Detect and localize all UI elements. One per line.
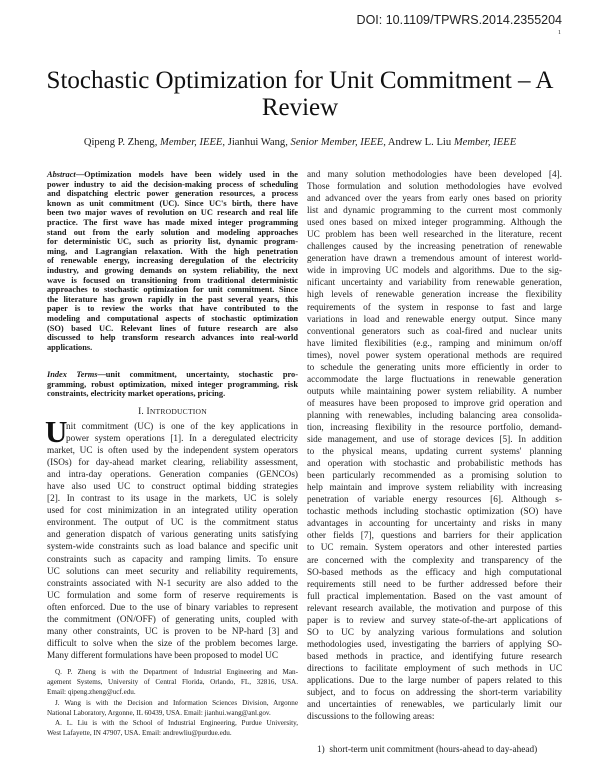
- author-role: Senior Member, IEEE: [290, 137, 384, 148]
- text-line: [47, 445, 298, 457]
- line-text: power industry to aid the decision-making process of scheduling: [47, 179, 298, 189]
- line-text: paper is to review and survey state-of-the-art applications of: [307, 615, 562, 626]
- text-line: [307, 289, 562, 301]
- line-text: to schedule the generating units more efficiently in order to: [307, 362, 562, 373]
- text-line: [47, 493, 298, 505]
- line-text: difficult to solve when the size of the problem becomes large.: [47, 638, 298, 649]
- line-text: market, UC is often used by the independent system operators: [47, 446, 298, 457]
- text-line: [307, 579, 562, 591]
- line-text: penetration of variable energy resources [6]. Although s-: [307, 495, 562, 506]
- title-line: Review: [261, 94, 339, 121]
- author-name: Qipeng P. Zheng,: [83, 137, 161, 148]
- text-line: [47, 505, 298, 517]
- line-text: Q. P. Zheng is with the Department of Industrial Engineering and Man-: [55, 668, 298, 676]
- text-line: [307, 386, 562, 398]
- line-text: practice. The first wave has made mixed integer programming: [47, 217, 298, 227]
- section-number: I.: [138, 407, 147, 417]
- text-line: [307, 687, 562, 699]
- line-text: the commitment (ON/OFF) of generating units, coupled with: [47, 614, 298, 625]
- text-line: [47, 667, 298, 677]
- line-text: UC solutions can meet security and reliability requirements,: [47, 566, 298, 577]
- line-text: subject, and to focus on addressing the short-term variability: [307, 688, 562, 699]
- text-line: [307, 193, 562, 205]
- text-line: [47, 590, 298, 602]
- text-line: [47, 433, 298, 445]
- list-text: short-term unit commitment (hours-ahead to day-ahead): [329, 745, 538, 755]
- line-text: applications. Due to the large number of papers related to this: [307, 675, 562, 686]
- text-line: [307, 338, 562, 350]
- line-text: and uncertainties of renewables, we particularly limit our: [307, 700, 562, 711]
- text-line: [47, 614, 298, 626]
- text-line: [47, 566, 298, 578]
- line-text: help maintain and improve system reliability with increasing: [307, 483, 562, 494]
- line-text: and operation with stochastic and probabilistic methods has: [307, 459, 562, 470]
- line-text: stand out from the early solution and modeling approaches: [47, 227, 298, 237]
- text-line: [47, 247, 298, 257]
- line-text: of measures have been proposed to improve grid operation and: [307, 398, 562, 409]
- text-line: [47, 199, 298, 209]
- line-text: industry, and growing demands on system reliability, the next: [47, 265, 298, 275]
- text-line: [307, 675, 562, 687]
- text-line: [47, 529, 298, 541]
- text-line: [47, 256, 298, 266]
- text-line: [307, 241, 562, 253]
- text-line: [47, 457, 298, 469]
- line-text: high levels of renewable generation increase the flexibility: [307, 290, 562, 301]
- text-line: [307, 205, 562, 217]
- text-line: [47, 208, 298, 218]
- line-text: advantages in accounting for uncertainty and risks in many: [307, 519, 562, 530]
- text-line: [47, 380, 298, 390]
- line-text: power system operations [1]. In a deregulated electricity: [66, 434, 298, 445]
- line-text: outputs while maintaining power system reliability. A number: [307, 386, 562, 397]
- line-text: for deterministic UC, such as priority list, dynamic program-: [47, 237, 298, 247]
- text-line: [307, 169, 562, 181]
- author-footnotes: [47, 667, 298, 738]
- text-line: [307, 350, 562, 362]
- text-line: [47, 469, 298, 481]
- text-line: [307, 482, 562, 494]
- text-line: [307, 651, 562, 663]
- text-line: [307, 542, 562, 554]
- abstract: [47, 170, 298, 352]
- line-text: Those formulation and solution methodologies have evolved: [307, 182, 562, 193]
- line-text: other fields [7], questions and barriers for their application: [307, 531, 562, 542]
- text-line: [307, 530, 562, 542]
- text-line: [47, 421, 298, 433]
- line-text: tion, increasing flexibility in the resource portfolio, demand-: [307, 422, 562, 433]
- line-text: generation have drawn a tremendous amount of interest world-: [307, 254, 562, 265]
- line-text: SO to UC by analyzing various formulations and solution: [307, 627, 562, 638]
- text-line: [307, 603, 562, 615]
- line-text: planning with renewables, including balancing area consolida-: [307, 410, 562, 421]
- line-text: [2]. In contrast to its usage in the markets, UC is solely: [47, 494, 298, 505]
- introduction-body: [45, 414, 298, 662]
- text-line: [47, 343, 298, 353]
- line-text: National Laboratory, Argonne, IL 60439, USA. Email: jianhui.wang@anl.gov.: [47, 708, 271, 717]
- text-line: [47, 180, 298, 190]
- text-line: [47, 370, 298, 380]
- paper-title: [0, 67, 600, 121]
- text-line: [47, 687, 298, 697]
- text-line: [307, 302, 562, 314]
- text-line: [307, 711, 562, 723]
- line-text: list and dynamic programming to the current most commonly: [307, 206, 562, 217]
- text-line: [307, 470, 562, 482]
- line-text: —Optimization models have been widely used in the: [75, 170, 298, 179]
- index-terms: [47, 370, 298, 399]
- author-name: , Andrew L. Liu: [383, 137, 454, 148]
- line-text: discussed to help transform research advances into real-world: [47, 333, 298, 343]
- text-line: [47, 626, 298, 638]
- text-line: [47, 517, 298, 529]
- line-text: side management, and use of storage devices [5]. In addition: [307, 435, 562, 446]
- line-text: (SO) based UC. Relevant lines of future research are also: [47, 323, 298, 333]
- line-text: challenges caused by the increasing penetration of renewable: [307, 242, 562, 253]
- text-line: [307, 458, 562, 470]
- list-marker: 1): [317, 745, 325, 755]
- text-line: [47, 554, 298, 566]
- section-title-rest: NTRODUCTION: [149, 407, 207, 416]
- line-text: applications.: [47, 342, 93, 352]
- text-line: [307, 326, 562, 338]
- text-line: [47, 650, 298, 662]
- text-line: [47, 295, 298, 305]
- line-text: full practical implementation. Based on the vast amount of: [307, 591, 562, 602]
- text-line: [47, 389, 298, 399]
- block-label: Abstract: [47, 170, 76, 179]
- line-text: requirements of the system in response to fast and large: [307, 302, 562, 313]
- line-text: relevant research available, the motivation and purpose of this: [307, 603, 562, 614]
- text-line: [47, 638, 298, 650]
- line-text: accommodate the large fluctuations in renewable generation: [307, 374, 562, 385]
- text-line: [307, 663, 562, 675]
- text-line: [307, 362, 562, 374]
- text-line: [307, 253, 562, 265]
- text-line: [47, 266, 298, 276]
- line-text: conventional generators such as coal-fired and nuclear units: [307, 326, 562, 337]
- text-line: [307, 314, 562, 326]
- text-line: [47, 237, 298, 247]
- author-role: Member, IEEE: [453, 137, 517, 148]
- line-text: constraints associated with N-1 security are also added to the: [47, 578, 298, 589]
- text-line: [307, 639, 562, 651]
- text-line: [307, 410, 562, 422]
- text-line: [307, 374, 562, 386]
- text-line: [307, 591, 562, 603]
- text-line: [307, 567, 562, 579]
- text-line: [47, 314, 298, 324]
- text-line: [47, 602, 298, 614]
- line-text: based methods in practice, and identifying future research: [307, 651, 562, 662]
- text-line: [307, 494, 562, 506]
- line-text: often enforced. Due to the use of binary variables to represent: [47, 602, 298, 613]
- line-text: nificant uncertainty and variability from renewable generation,: [307, 278, 562, 289]
- text-line: [307, 398, 562, 410]
- line-text: gramming, robust optimization, mixed integer programming, risk: [47, 379, 298, 389]
- text-line: [307, 422, 562, 434]
- line-text: used ones based on mixed integer programming. Although the: [307, 218, 562, 229]
- text-line: [307, 265, 562, 277]
- text-line: [307, 555, 562, 567]
- line-text: and dispatching electric power generation resources, a process: [47, 189, 298, 199]
- text-line: [47, 333, 298, 343]
- drop-cap: U: [45, 414, 68, 449]
- line-text: directions to facilitate employment of such methods in UC: [307, 663, 562, 674]
- line-text: and intra-day operations. Generation companies (GENCOs): [47, 470, 298, 481]
- text-line: [307, 506, 562, 518]
- line-text: wide in improving UC models and algorithms. Due to the sig-: [307, 266, 562, 277]
- line-text: —unit commitment, uncertainty, stochastic pro-: [97, 370, 298, 379]
- text-line: [47, 189, 298, 199]
- line-text: to the physical means, updating current systems' planning: [307, 447, 562, 458]
- text-line: [307, 434, 562, 446]
- line-text: requirements still need to be further addressed before their: [307, 579, 562, 590]
- line-text: have also used UC to construct optimal bidding strategies: [47, 482, 298, 493]
- author-role: Member, IEEE: [160, 137, 223, 148]
- text-line: [47, 541, 298, 553]
- text-line: [307, 446, 562, 458]
- text-line: [307, 615, 562, 627]
- line-text: wave is focused on transitioning from traditional deterministic: [47, 275, 298, 285]
- text-line: [307, 627, 562, 639]
- text-line: [307, 181, 562, 193]
- line-text: are concerned with the complexity and transparency of the: [307, 555, 562, 566]
- line-text: agement Systems, University of Central Florida, Orlando, FL, 32816, USA.: [47, 678, 298, 687]
- line-text: tochastic methods including stochastic optimization (SO) have: [307, 507, 562, 518]
- line-text: variations in load and renewable energy output. Since many: [307, 314, 562, 325]
- line-text: approaches to stochastic optimization for unit commitment. Since: [47, 285, 298, 295]
- text-line: [307, 699, 562, 711]
- line-text: A. L. Liu is with the School of Industrial Engineering, Purdue University,: [55, 718, 298, 727]
- section-heading: [47, 407, 298, 417]
- author-name: , Jianhui Wang,: [222, 137, 291, 148]
- text-line: [47, 324, 298, 334]
- line-text: UC formulation and some form of reserve requirements is: [47, 590, 298, 601]
- text-line: [47, 718, 298, 728]
- line-text: constraints, electricity market operations, pricing.: [47, 389, 226, 399]
- author-list: [0, 137, 600, 148]
- line-text: and generation dispatch of various generating units satisfying: [47, 530, 298, 541]
- line-text: been two major waves of revolution on UC research and real life: [47, 208, 298, 218]
- line-text: J. Wang is with the Decision and Information Sciences Division, Argonne: [55, 698, 298, 707]
- text-line: [47, 677, 298, 687]
- text-line: [307, 229, 562, 241]
- line-text: nit commitment (UC) is one of the key applications in: [66, 422, 298, 432]
- text-line: [47, 304, 298, 314]
- line-text: many other constraints, UC is proven to be NP-hard [3] and: [47, 626, 298, 637]
- block-label: Index Terms: [47, 370, 98, 379]
- line-text: constraints such as capacity and ramping limits. To ensure: [47, 554, 298, 565]
- text-line: [47, 698, 298, 708]
- list-item: [317, 745, 537, 755]
- text-line: [307, 217, 562, 229]
- doi-header: DOI: 10.1109/TPWRS.2014.2355204: [356, 13, 562, 27]
- line-text: (ISOs) for day-ahead market clearing, reliability assessment,: [47, 458, 298, 469]
- line-text: of renewable energy, increasing deregulation of the electricity: [47, 256, 298, 266]
- text-line: [47, 708, 298, 718]
- line-text: the literature has grown rapidly in the past several years, this: [47, 294, 298, 304]
- text-line: [47, 276, 298, 286]
- text-line: [47, 728, 298, 738]
- text-line: [47, 285, 298, 295]
- line-text: known as unit commitment (UC). Since UC's birth, there have: [47, 198, 298, 208]
- line-text: been particularly recommended as a promising solution to: [307, 471, 562, 482]
- line-text: discussions to the following areas:: [307, 712, 435, 723]
- title-line: Stochastic Optimization for Unit Commitment – A: [46, 67, 554, 94]
- text-line: [307, 518, 562, 530]
- page-number: 1: [558, 30, 561, 36]
- line-text: methodologies used, investigating the barriers of applying SO-: [307, 639, 562, 650]
- right-column-body: [307, 169, 562, 723]
- text-line: [47, 170, 298, 180]
- text-line: [47, 578, 298, 590]
- line-text: SO-based methods as the efficacy and high computational: [307, 567, 562, 578]
- line-text: environment. The output of UC is the commitment status: [47, 518, 298, 529]
- line-text: times), novel power system operational methods are required: [307, 350, 562, 361]
- section-title-initial: I: [146, 407, 150, 417]
- line-text: ming, and Lagrangian relaxation. With the high penetration: [47, 246, 298, 256]
- line-text: Many different formulations have been proposed to model UC: [47, 650, 279, 661]
- line-text: to UC remain. System operators and other interested parties: [307, 543, 562, 554]
- line-text: have limited flexibilities (e.g., ramping and minimum on/off: [307, 338, 562, 349]
- text-line: [47, 481, 298, 493]
- line-text: West Lafayette, IN 47907, USA. Email: andrewliu@purdue.edu.: [47, 729, 232, 738]
- line-text: Email: qipeng.zheng@ucf.edu.: [47, 688, 136, 697]
- line-text: and many solution methodologies have been developed [4].: [307, 170, 562, 180]
- text-line: [47, 228, 298, 238]
- line-text: modeling and computational aspects of stochastic optimization: [47, 313, 298, 323]
- line-text: system-wide constraints such as load balance and specific unit: [47, 542, 298, 553]
- line-text: used for cost minimization in an integrated utility operation: [47, 506, 298, 517]
- text-line: [47, 218, 298, 228]
- text-line: [307, 277, 562, 289]
- line-text: paper is to review the works that have contributed to the: [47, 304, 298, 314]
- line-text: UC problem has been well researched in the literature, recent: [307, 230, 562, 241]
- line-text: and advanced over the years from early ones based on priority: [307, 194, 562, 205]
